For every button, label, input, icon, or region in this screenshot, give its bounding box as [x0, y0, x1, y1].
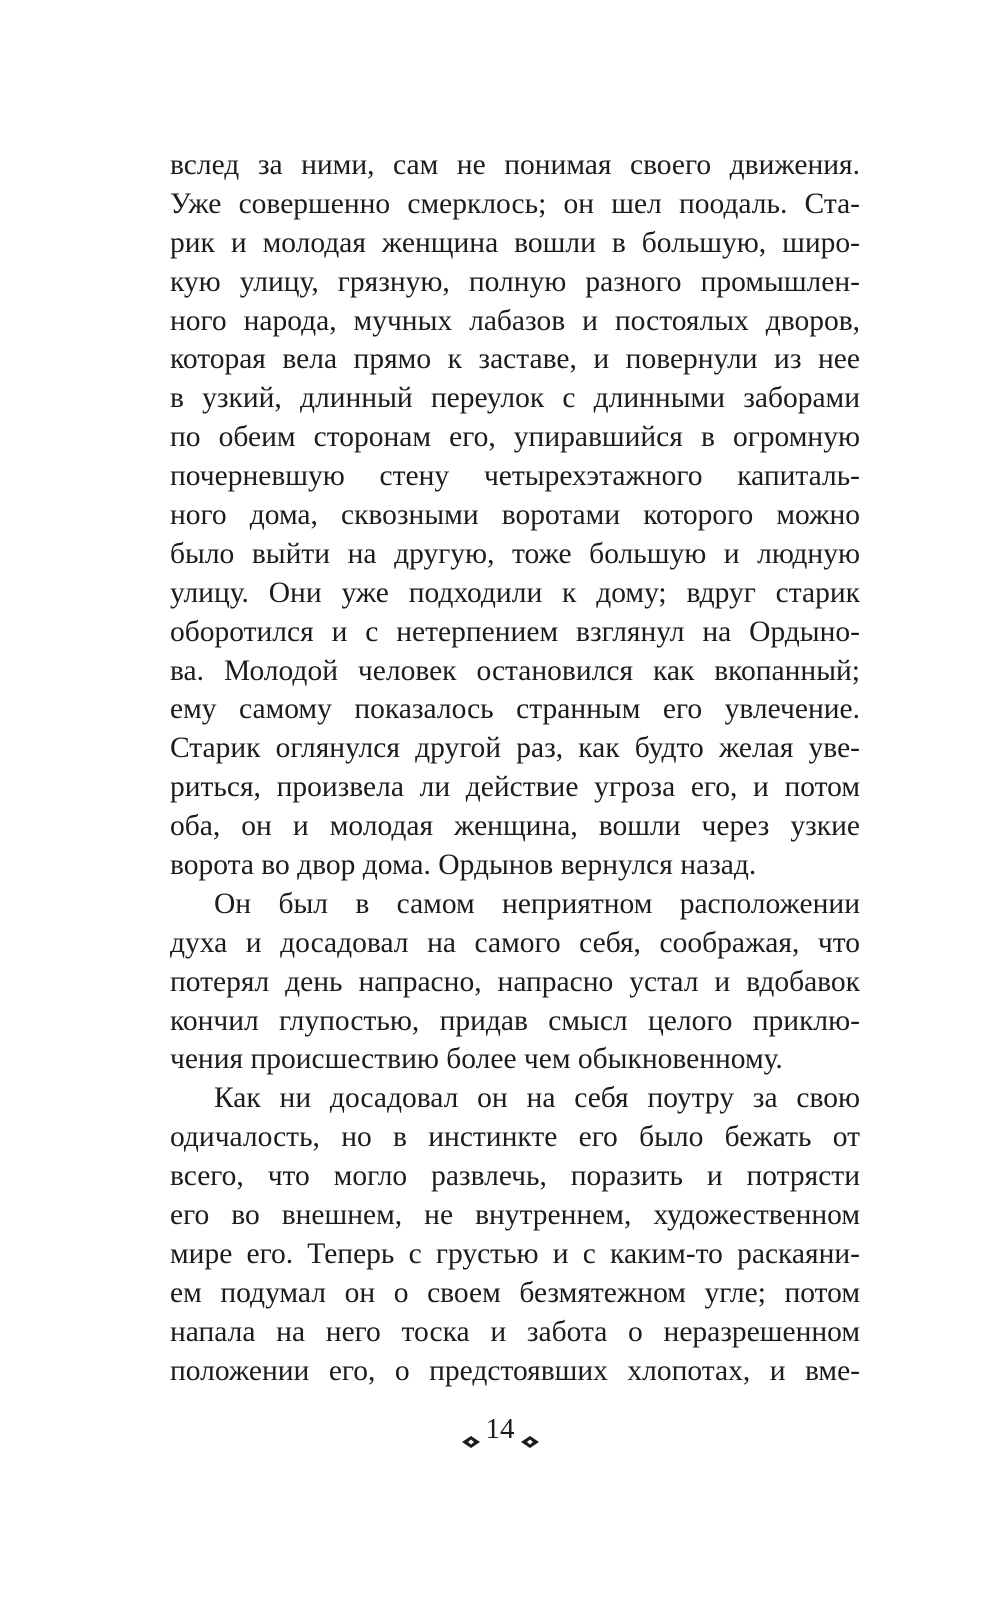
body-text	[170, 146, 860, 1391]
text-line: всего, что могло развлечь, поразить и потрясти	[170, 1160, 860, 1193]
text-line: его во внешнем, не внутреннем, художественном	[170, 1199, 860, 1232]
diamond-ornament-icon	[462, 1420, 480, 1434]
page-number: 14	[485, 1413, 515, 1446]
text-line: Старик оглянулся другой раз, как будто желая уве-	[170, 732, 860, 765]
text-line: ного народа, мучных лабазов и постоялых дворов,	[170, 304, 860, 337]
text-line: ва. Молодой человек остановился как вкопанный;	[170, 654, 860, 687]
paragraph-start-line: Он был в самом неприятном расположении	[214, 887, 860, 920]
text-line: улицу. Они уже подходили к дому; вдруг старик	[170, 576, 860, 609]
text-line: которая вела прямо к заставе, и повернули из нее	[170, 343, 860, 376]
text-line: ем подумал он о своем безмятежном угле; потом	[170, 1276, 860, 1309]
text-line: положении его, о предстоявших хлопотах, и вме-	[170, 1354, 860, 1387]
text-line: напала на него тоска и забота о неразрешенном	[170, 1315, 860, 1348]
text-line: оба, он и молодая женщина, вошли через узкие	[170, 810, 860, 843]
text-line: было выйти на другую, тоже большую и людную	[170, 537, 860, 570]
page-folio	[0, 1407, 1000, 1447]
text-line: ему самому показалось странным его увлечение.	[170, 693, 860, 726]
text-line: кончил глупостью, придав смысл целого приклю-	[170, 1004, 860, 1037]
text-line: потерял день напрасно, напрасно устал и вдобавок	[170, 965, 860, 998]
text-line: духа и досадовал на самого себя, соображая, что	[170, 926, 860, 959]
diamond-ornament-icon	[521, 1420, 539, 1434]
text-line: чения происшествию более чем обыкновенному.	[170, 1043, 783, 1076]
text-line: по обеим сторонам его, упиравшийся в огромную	[170, 421, 860, 454]
text-line: почерневшую стену четырехэтажного капиталь-	[170, 460, 860, 493]
text-line: оборотился и с нетерпением взглянул на Ордыно-	[170, 615, 860, 648]
text-line: Уже совершенно смерклось; он шел поодаль. Ста-	[170, 187, 860, 220]
text-line: риться, произвела ли действие угроза его, и потом	[170, 771, 860, 804]
text-line: кую улицу, грязную, полную разного промышлен-	[170, 265, 860, 298]
text-line: в узкий, длинный переулок с длинными заборами	[170, 382, 860, 415]
text-line: ворота во двор дома. Ордынов вернулся назад.	[170, 849, 757, 882]
text-line: вслед за ними, сам не понимая своего движения.	[170, 149, 860, 181]
text-line: рик и молодая женщина вошли в большую, широ-	[170, 226, 860, 259]
paragraph-start-line: Как ни досадовал он на себя поутру за свою	[214, 1082, 860, 1115]
text-line: мире его. Теперь с грустью и с каким-то раскаяни-	[170, 1237, 860, 1270]
text-line: ного дома, сквозными воротами которого можно	[170, 499, 860, 532]
text-line: одичалость, но в инстинкте его было бежать от	[170, 1121, 860, 1154]
